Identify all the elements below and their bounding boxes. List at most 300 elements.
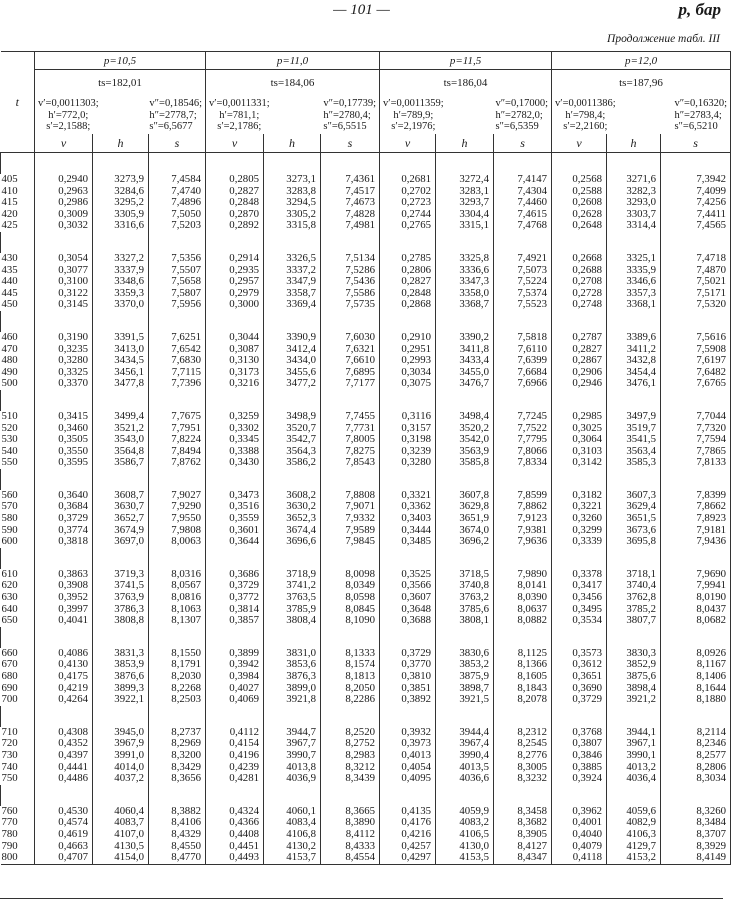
table-cell: 7,5507 bbox=[149, 265, 206, 277]
saturation-vapor-values bbox=[323, 98, 376, 133]
temperature-cell: 480 bbox=[1, 355, 35, 367]
table-cell: 8,2577 bbox=[661, 750, 731, 762]
table-cell: 0,2568 bbox=[552, 174, 607, 186]
table-cell: 7,7115 bbox=[149, 367, 206, 379]
table-cell: 3295,2 bbox=[93, 197, 149, 209]
table-cell: 0,4257 bbox=[380, 841, 436, 853]
table-cell: 0,3044 bbox=[206, 332, 264, 344]
table-cell: 3347,3 bbox=[436, 276, 494, 288]
table-cell: 0,2986 bbox=[35, 197, 93, 209]
table-cell: 8,2969 bbox=[149, 738, 206, 750]
table-cell: 8,3707 bbox=[661, 829, 731, 841]
table-row bbox=[1, 536, 731, 548]
table-continuation-label: Продолжение табл. III bbox=[607, 33, 720, 45]
table-cell: 0,3145 bbox=[35, 299, 93, 311]
row-spacer bbox=[1, 785, 731, 806]
table-cell: 3674,0 bbox=[436, 525, 494, 537]
table-cell: 3391,5 bbox=[93, 332, 149, 344]
table-cell: 3411,2 bbox=[607, 344, 661, 356]
table-cell: 3830,3 bbox=[607, 648, 661, 660]
table-cell: 0,4176 bbox=[380, 817, 436, 829]
table-cell: 3852,9 bbox=[607, 659, 661, 671]
table-cell: 7,8923 bbox=[661, 513, 731, 525]
table-cell: 0,3235 bbox=[35, 344, 93, 356]
table-row bbox=[1, 332, 731, 344]
temperature-cell: 760 bbox=[1, 806, 35, 818]
table-cell: 0,3525 bbox=[380, 569, 436, 581]
table-cell: 7,5735 bbox=[321, 299, 380, 311]
table-cell: 0,3157 bbox=[380, 423, 436, 435]
table-cell: 7,8762 bbox=[149, 457, 206, 469]
pressure-header: p=11,5 bbox=[380, 52, 552, 70]
table-cell: 0,3077 bbox=[35, 265, 93, 277]
table-cell: 7,8862 bbox=[494, 501, 552, 513]
table-cell: 0,3116 bbox=[380, 411, 436, 423]
table-row bbox=[1, 773, 731, 785]
table-cell: 0,2668 bbox=[552, 253, 607, 265]
table-cell: 4036,9 bbox=[264, 773, 321, 785]
row-spacer bbox=[1, 232, 731, 253]
table-cell: 8,0567 bbox=[149, 580, 206, 592]
table-cell: 3830,6 bbox=[436, 648, 494, 660]
row-spacer bbox=[1, 469, 731, 490]
table-cell: 3921,2 bbox=[607, 694, 661, 706]
table-cell: 0,3430 bbox=[206, 457, 264, 469]
table-cell: 0,2914 bbox=[206, 253, 264, 265]
table-cell: 0,3807 bbox=[552, 738, 607, 750]
table-cell: 8,3882 bbox=[149, 806, 206, 818]
table-cell: 8,4329 bbox=[149, 829, 206, 841]
table-cell: 7,8808 bbox=[321, 490, 380, 502]
temperature-cell: 600 bbox=[1, 536, 35, 548]
table-cell: 0,3034 bbox=[380, 367, 436, 379]
table-cell: 8,2030 bbox=[149, 671, 206, 683]
saturation-liquid-values bbox=[383, 98, 444, 133]
temperature-cell: 405 bbox=[1, 174, 35, 186]
enthalpy-vapor: h″=2780,4; bbox=[323, 109, 371, 121]
table-cell: 0,3025 bbox=[552, 423, 607, 435]
table-cell: 4013,8 bbox=[264, 762, 321, 774]
table-cell: 0,2608 bbox=[552, 197, 607, 209]
table-cell: 3497,9 bbox=[607, 411, 661, 423]
table-cell: 3991,0 bbox=[93, 750, 149, 762]
table-cell: 7,8494 bbox=[149, 446, 206, 458]
table-cell: 7,8275 bbox=[321, 446, 380, 458]
table-cell: 0,4154 bbox=[206, 738, 264, 750]
table-cell: 4130,2 bbox=[264, 841, 321, 853]
table-cell: 7,9181 bbox=[661, 525, 731, 537]
table-cell: 3808,1 bbox=[436, 615, 494, 627]
table-cell: 8,2752 bbox=[321, 738, 380, 750]
table-cell: 3413,0 bbox=[93, 344, 149, 356]
table-cell: 0,2848 bbox=[206, 197, 264, 209]
row-spacer bbox=[1, 311, 731, 332]
table-cell: 3831,3 bbox=[93, 648, 149, 660]
table-cell: 0,2748 bbox=[552, 299, 607, 311]
temperature-cell: 660 bbox=[1, 648, 35, 660]
table-cell: 8,1644 bbox=[661, 683, 731, 695]
table-cell: 3876,3 bbox=[264, 671, 321, 683]
saturation-liquid-values bbox=[555, 98, 616, 133]
pressure-header: p=10,5 bbox=[35, 52, 206, 70]
temperature-cell: 425 bbox=[1, 220, 35, 232]
table-cell: 0,4027 bbox=[206, 683, 264, 695]
table-cell: 7,8224 bbox=[149, 434, 206, 446]
table-cell: 3412,4 bbox=[264, 344, 321, 356]
table-cell: 3673,6 bbox=[607, 525, 661, 537]
table-cell: 0,3516 bbox=[206, 501, 264, 513]
table-cell: 0,4619 bbox=[35, 829, 93, 841]
table-cell: 4106,3 bbox=[607, 829, 661, 841]
table-cell: 8,0682 bbox=[661, 615, 731, 627]
temperature-cell: 800 bbox=[1, 852, 35, 864]
table-cell: 0,4219 bbox=[35, 683, 93, 695]
table-cell: 3922,1 bbox=[93, 694, 149, 706]
table-cell: 0,3984 bbox=[206, 671, 264, 683]
table-cell: 0,3280 bbox=[35, 355, 93, 367]
table-cell: 7,7245 bbox=[494, 411, 552, 423]
table-cell: 0,3239 bbox=[380, 446, 436, 458]
table-cell: 8,1791 bbox=[149, 659, 206, 671]
table-cell: 7,9941 bbox=[661, 580, 731, 592]
table-cell: 8,4550 bbox=[149, 841, 206, 853]
table-cell: 7,6251 bbox=[149, 332, 206, 344]
table-cell: 7,9690 bbox=[661, 569, 731, 581]
table-cell: 8,2078 bbox=[494, 694, 552, 706]
table-cell: 0,3651 bbox=[552, 671, 607, 683]
table-cell: 0,3908 bbox=[35, 580, 93, 592]
table-cell: 0,4130 bbox=[35, 659, 93, 671]
table-cell: 3899,0 bbox=[264, 683, 321, 695]
enthalpy-vapor: h″=2778,7; bbox=[149, 109, 197, 121]
table-cell: 3368,7 bbox=[436, 299, 494, 311]
table-cell: 3564,3 bbox=[264, 446, 321, 458]
table-cell: 0,2744 bbox=[380, 209, 436, 221]
table-cell: 7,6684 bbox=[494, 367, 552, 379]
table-cell: 7,7522 bbox=[494, 423, 552, 435]
table-cell: 0,3942 bbox=[206, 659, 264, 671]
table-cell: 7,9550 bbox=[149, 513, 206, 525]
temperature-cell: 580 bbox=[1, 513, 35, 525]
table-row bbox=[1, 457, 731, 469]
table-cell: 0,3345 bbox=[206, 434, 264, 446]
page-number: — 101 — bbox=[333, 2, 390, 18]
table-cell: 7,4673 bbox=[321, 197, 380, 209]
table-cell: 3271,6 bbox=[607, 174, 661, 186]
entropy-vapor: s″=6,5677 bbox=[149, 121, 193, 132]
saturation-vapor-values bbox=[495, 98, 548, 133]
table-cell: 7,4768 bbox=[494, 220, 552, 232]
column-header-h: h bbox=[264, 134, 321, 153]
table-cell: 0,3729 bbox=[552, 694, 607, 706]
table-cell: 3498,9 bbox=[264, 411, 321, 423]
table-cell: 3786,3 bbox=[93, 604, 149, 616]
bottom-rule bbox=[0, 898, 723, 899]
table-cell: 3337,9 bbox=[93, 265, 149, 277]
table-cell: 0,3550 bbox=[35, 446, 93, 458]
table-cell: 3898,4 bbox=[607, 683, 661, 695]
table-cell: 8,1125 bbox=[494, 648, 552, 660]
enthalpy-liquid: h′=781,1; bbox=[219, 109, 260, 121]
table-cell: 3521,2 bbox=[93, 423, 149, 435]
table-cell: 0,4324 bbox=[206, 806, 264, 818]
table-cell: 4013,2 bbox=[607, 762, 661, 774]
table-cell: 7,9290 bbox=[149, 501, 206, 513]
table-cell: 7,9808 bbox=[149, 525, 206, 537]
table-cell: 3477,2 bbox=[264, 378, 321, 390]
entropy-liquid: s′=2,2160; bbox=[563, 121, 608, 132]
table-cell: 0,3640 bbox=[35, 490, 93, 502]
table-cell: 8,4127 bbox=[494, 841, 552, 853]
table-cell: 3763,5 bbox=[264, 592, 321, 604]
table-cell: 7,9890 bbox=[494, 569, 552, 581]
table-cell: 0,3473 bbox=[206, 490, 264, 502]
specific-volume-liquid: v′=0,0011331; bbox=[209, 98, 270, 109]
table-cell: 8,3005 bbox=[494, 762, 552, 774]
table-cell: 8,1307 bbox=[149, 615, 206, 627]
table-cell: 0,2963 bbox=[35, 186, 93, 198]
table-cell: 0,4054 bbox=[380, 762, 436, 774]
temperature-cell: 510 bbox=[1, 411, 35, 423]
table-cell: 3316,6 bbox=[93, 220, 149, 232]
table-cell: 0,3321 bbox=[380, 490, 436, 502]
table-cell: 0,2993 bbox=[380, 355, 436, 367]
table-cell: 4129,7 bbox=[607, 841, 661, 853]
table-row bbox=[1, 411, 731, 423]
table-cell: 0,3857 bbox=[206, 615, 264, 627]
table-cell: 3740,8 bbox=[436, 580, 494, 592]
table-cell: 3335,9 bbox=[607, 265, 661, 277]
table-cell: 7,9123 bbox=[494, 513, 552, 525]
table-cell: 3305,9 bbox=[93, 209, 149, 221]
table-cell: 8,1406 bbox=[661, 671, 731, 683]
table-cell: 0,4216 bbox=[380, 829, 436, 841]
table-cell: 0,3768 bbox=[552, 727, 607, 739]
table-cell: 7,9332 bbox=[321, 513, 380, 525]
table-cell: 0,2787 bbox=[552, 332, 607, 344]
table-cell: 7,4460 bbox=[494, 197, 552, 209]
column-header-h: h bbox=[607, 134, 661, 153]
entropy-vapor: s″=6,5210 bbox=[674, 121, 718, 132]
table-cell: 0,3814 bbox=[206, 604, 264, 616]
saturation-vapor-values bbox=[149, 98, 202, 133]
table-body bbox=[1, 153, 731, 865]
table-cell: 0,4663 bbox=[35, 841, 93, 853]
table-cell: 0,3142 bbox=[552, 457, 607, 469]
table-cell: 4153,2 bbox=[607, 852, 661, 864]
table-cell: 3741,5 bbox=[93, 580, 149, 592]
saturation-block bbox=[206, 70, 380, 135]
table-cell: 3325,1 bbox=[607, 253, 661, 265]
table-cell: 3498,4 bbox=[436, 411, 494, 423]
table-cell: 3370,0 bbox=[93, 299, 149, 311]
table-row bbox=[1, 829, 731, 841]
table-cell: 7,9589 bbox=[321, 525, 380, 537]
table-cell: 0,3774 bbox=[35, 525, 93, 537]
table-cell: 7,9636 bbox=[494, 536, 552, 548]
table-cell: 8,2983 bbox=[321, 750, 380, 762]
table-cell: 0,3997 bbox=[35, 604, 93, 616]
table-cell: 3696,6 bbox=[264, 536, 321, 548]
table-cell: 7,5436 bbox=[321, 276, 380, 288]
table-cell: 7,7731 bbox=[321, 423, 380, 435]
table-cell: 7,5908 bbox=[661, 344, 731, 356]
table-cell: 0,3339 bbox=[552, 536, 607, 548]
table-cell: 7,4718 bbox=[661, 253, 731, 265]
temperature-cell: 720 bbox=[1, 738, 35, 750]
table-row bbox=[1, 513, 731, 525]
table-cell: 0,3932 bbox=[380, 727, 436, 739]
table-cell: 7,5224 bbox=[494, 276, 552, 288]
table-cell: 0,3103 bbox=[552, 446, 607, 458]
table-cell: 3608,2 bbox=[264, 490, 321, 502]
specific-volume-vapor: v″=0,17739; bbox=[323, 98, 377, 109]
table-cell: 0,3962 bbox=[552, 806, 607, 818]
table-cell: 4106,8 bbox=[264, 829, 321, 841]
temperature-cell: 610 bbox=[1, 569, 35, 581]
table-cell: 0,3729 bbox=[206, 580, 264, 592]
table-cell: 0,2985 bbox=[552, 411, 607, 423]
table-cell: 0,2951 bbox=[380, 344, 436, 356]
column-header-s: s bbox=[494, 134, 552, 153]
table-cell: 7,7675 bbox=[149, 411, 206, 423]
table-cell: 0,4297 bbox=[380, 852, 436, 864]
table-cell: 8,0598 bbox=[321, 592, 380, 604]
table-cell: 8,1333 bbox=[321, 648, 380, 660]
table-cell: 7,9381 bbox=[494, 525, 552, 537]
table-cell: 3305,2 bbox=[264, 209, 321, 221]
table-cell: 0,2827 bbox=[380, 276, 436, 288]
table-cell: 0,3863 bbox=[35, 569, 93, 581]
table-cell: 4036,6 bbox=[436, 773, 494, 785]
table-cell: 8,1366 bbox=[494, 659, 552, 671]
table-cell: 4130,0 bbox=[436, 841, 494, 853]
table-cell: 3476,7 bbox=[436, 378, 494, 390]
table-cell: 3358,0 bbox=[436, 288, 494, 300]
table-cell: 0,3885 bbox=[552, 762, 607, 774]
table-cell: 8,2312 bbox=[494, 727, 552, 739]
table-cell: 3283,1 bbox=[436, 186, 494, 198]
table-cell: 7,9027 bbox=[149, 490, 206, 502]
column-header-v: v bbox=[35, 134, 93, 153]
table-cell: 7,5320 bbox=[661, 299, 731, 311]
table-cell: 8,0349 bbox=[321, 580, 380, 592]
temperature-cell: 490 bbox=[1, 367, 35, 379]
table-cell: 3433,4 bbox=[436, 355, 494, 367]
table-cell: 0,2906 bbox=[552, 367, 607, 379]
saturation-temperature: ts=187,96 bbox=[619, 77, 663, 89]
table-cell: 8,2114 bbox=[661, 727, 731, 739]
table-cell: 0,3899 bbox=[206, 648, 264, 660]
table-cell: 7,6966 bbox=[494, 378, 552, 390]
table-cell: 8,2737 bbox=[149, 727, 206, 739]
temperature-cell: 430 bbox=[1, 253, 35, 265]
table-cell: 8,0390 bbox=[494, 592, 552, 604]
enthalpy-liquid: h′=789,9; bbox=[393, 109, 434, 121]
temperature-cell: 570 bbox=[1, 501, 35, 513]
table-row bbox=[1, 253, 731, 265]
temperature-cell: 410 bbox=[1, 186, 35, 198]
table-cell: 3762,8 bbox=[607, 592, 661, 604]
table-cell: 3434,0 bbox=[264, 355, 321, 367]
column-header-s: s bbox=[661, 134, 731, 153]
table-cell: 3875,9 bbox=[436, 671, 494, 683]
table-cell: 8,4106 bbox=[149, 817, 206, 829]
unit-label: p, бар bbox=[678, 0, 721, 19]
temperature-cell: 560 bbox=[1, 490, 35, 502]
table-cell: 3944,1 bbox=[607, 727, 661, 739]
column-header-h: h bbox=[93, 134, 149, 153]
table-cell: 3432,8 bbox=[607, 355, 661, 367]
table-row bbox=[1, 378, 731, 390]
table-cell: 0,2588 bbox=[552, 186, 607, 198]
table-cell: 8,3656 bbox=[149, 773, 206, 785]
table-cell: 0,2957 bbox=[206, 276, 264, 288]
column-header-s: s bbox=[321, 134, 380, 153]
table-cell: 0,2681 bbox=[380, 174, 436, 186]
table-cell: 0,3686 bbox=[206, 569, 264, 581]
table-cell: 7,5374 bbox=[494, 288, 552, 300]
table-cell: 0,3595 bbox=[35, 457, 93, 469]
table-cell: 0,4486 bbox=[35, 773, 93, 785]
table-cell: 0,2946 bbox=[552, 378, 607, 390]
table-cell: 3607,3 bbox=[607, 490, 661, 502]
table-cell: 0,3559 bbox=[206, 513, 264, 525]
table-cell: 3763,9 bbox=[93, 592, 149, 604]
table-cell: 0,2827 bbox=[206, 186, 264, 198]
table-cell: 7,6482 bbox=[661, 367, 731, 379]
specific-volume-vapor: v″=0,17000; bbox=[495, 98, 549, 109]
temperature-cell: 550 bbox=[1, 457, 35, 469]
table-cell: 8,0882 bbox=[494, 615, 552, 627]
table-cell: 7,4256 bbox=[661, 197, 731, 209]
table-cell: 3476,1 bbox=[607, 378, 661, 390]
table-cell: 7,7455 bbox=[321, 411, 380, 423]
table-cell: 0,4707 bbox=[35, 852, 93, 864]
table-cell: 3585,3 bbox=[607, 457, 661, 469]
specific-volume-liquid: v′=0,0011386; bbox=[555, 98, 616, 109]
table-cell: 7,7044 bbox=[661, 411, 731, 423]
row-spacer bbox=[1, 153, 731, 175]
saturation-liquid-values bbox=[209, 98, 270, 133]
table-cell: 0,3485 bbox=[380, 536, 436, 548]
table-cell: 3304,4 bbox=[436, 209, 494, 221]
table-cell: 0,4040 bbox=[552, 829, 607, 841]
table-cell: 3357,3 bbox=[607, 288, 661, 300]
column-header-v: v bbox=[552, 134, 607, 153]
table-cell: 3853,9 bbox=[93, 659, 149, 671]
table-cell: 0,4308 bbox=[35, 727, 93, 739]
table-cell: 3303,7 bbox=[607, 209, 661, 221]
temperature-cell: 620 bbox=[1, 580, 35, 592]
entropy-vapor: s″=6,5515 bbox=[323, 121, 367, 132]
table-cell: 7,5203 bbox=[149, 220, 206, 232]
table-cell: 7,8543 bbox=[321, 457, 380, 469]
table-cell: 0,3690 bbox=[552, 683, 607, 695]
table-cell: 0,3302 bbox=[206, 423, 264, 435]
table-row bbox=[1, 434, 731, 446]
table-cell: 3543,0 bbox=[93, 434, 149, 446]
table-cell: 7,7594 bbox=[661, 434, 731, 446]
table-cell: 3359,3 bbox=[93, 288, 149, 300]
enthalpy-liquid: h′=772,0; bbox=[48, 109, 89, 121]
table-cell: 3542,7 bbox=[264, 434, 321, 446]
table-cell: 4060,1 bbox=[264, 806, 321, 818]
table-cell: 0,3648 bbox=[380, 604, 436, 616]
table-cell: 3967,4 bbox=[436, 738, 494, 750]
table-cell: 0,4366 bbox=[206, 817, 264, 829]
table-cell: 0,3810 bbox=[380, 671, 436, 683]
